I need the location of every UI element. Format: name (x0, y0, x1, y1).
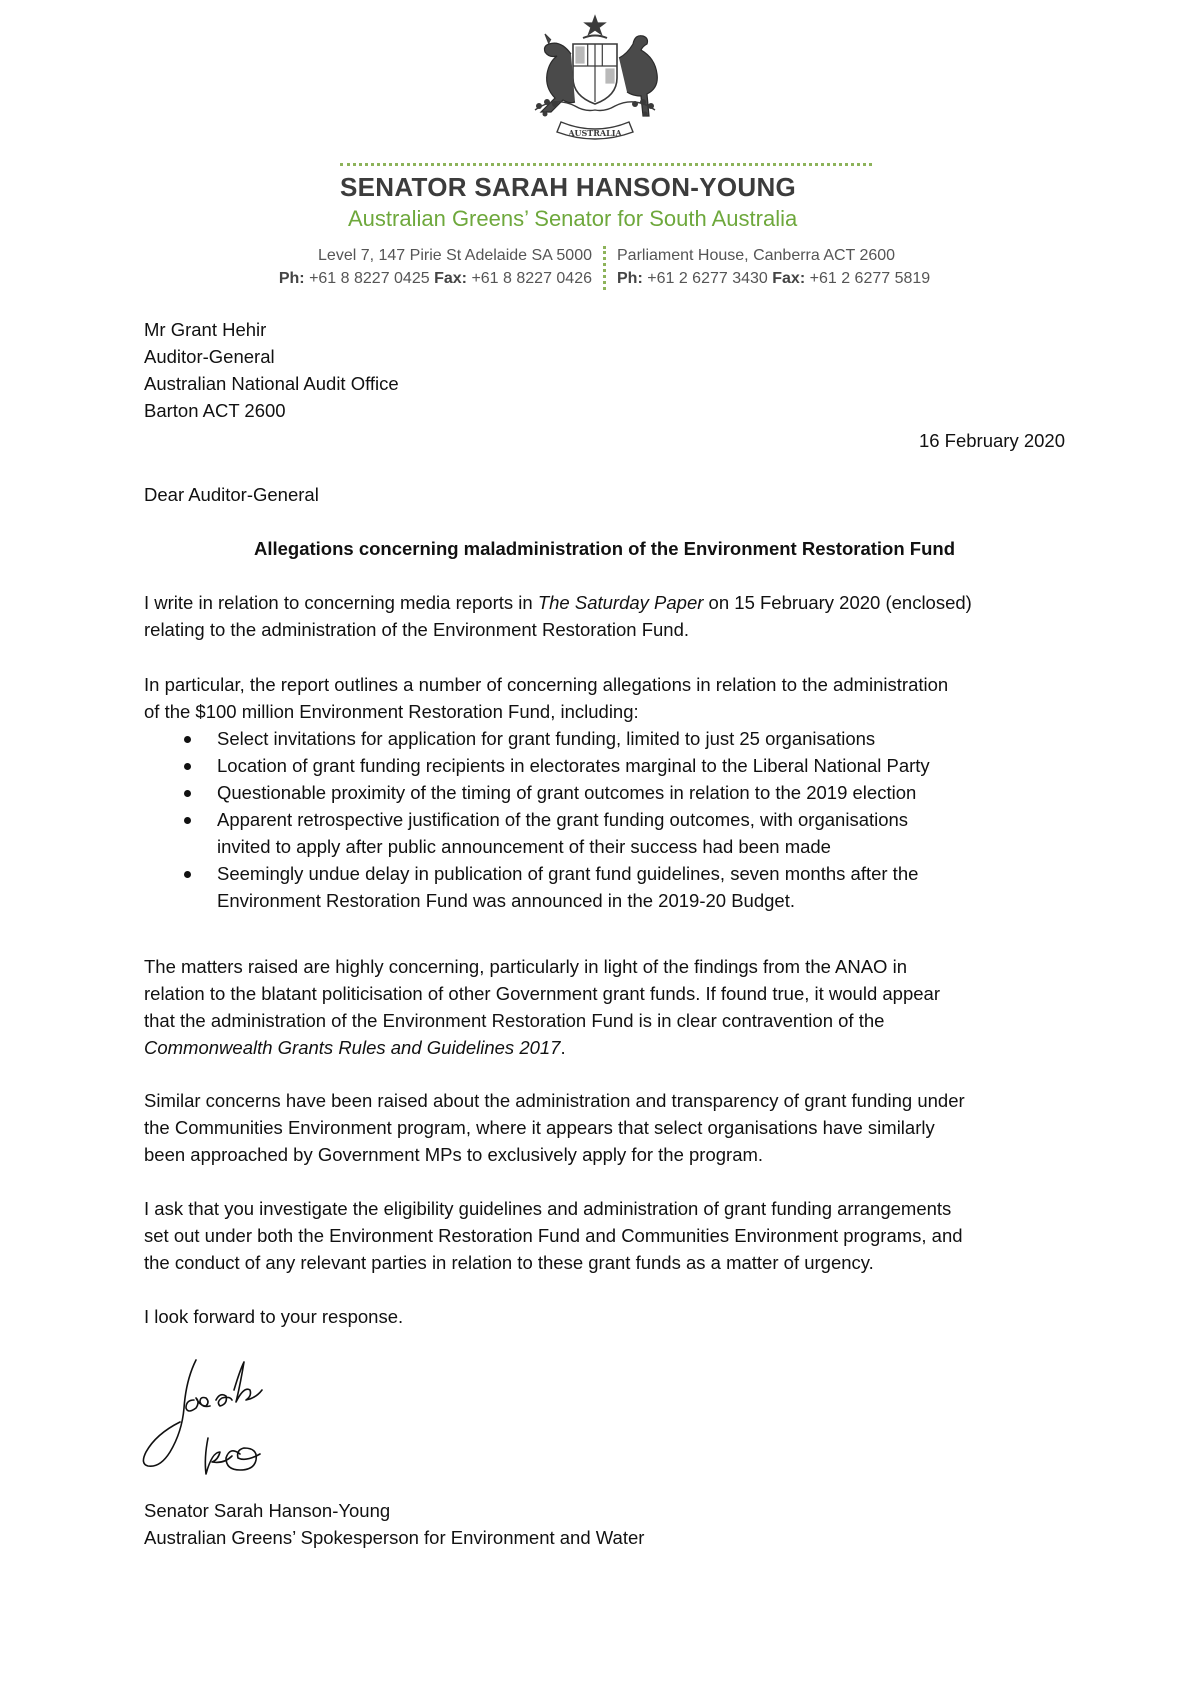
adelaide-phone-fax (222, 267, 592, 290)
adelaide-ph: +61 8 8227 0425 (309, 270, 430, 287)
paragraph-5 (144, 1195, 1065, 1276)
list-item (144, 860, 1065, 914)
letterhead-contact-separator (603, 246, 606, 290)
list-item (144, 725, 1065, 752)
p3-line3: that the administration of the Environment Restoration Fund is in clear contravention of the (144, 1010, 885, 1031)
bullet-line: Select invitations for application for grant funding, limited to just 25 organisations (217, 728, 876, 749)
recipient-address-block (144, 316, 744, 424)
recipient-title: Auditor-General (144, 346, 275, 367)
list-item (144, 806, 1065, 860)
adelaide-fax-label: Fax: (434, 270, 467, 287)
canberra-ph: +61 2 6277 3430 (647, 270, 768, 287)
canberra-ph-label: Ph: (617, 270, 643, 287)
coat-of-arms-crest (505, 14, 685, 150)
signatory-role: Australian Greens’ Spokesperson for Environment and Water (144, 1527, 645, 1548)
letterhead-senator-role: Australian Greens’ Senator for South Australia (348, 206, 798, 231)
recipient-office: Australian National Audit Office (144, 373, 399, 394)
p5-line3: the conduct of any relevant parties in relation to these grant funds as a matter of urgency. (144, 1252, 874, 1273)
letter-date: 16 February 2020 (918, 430, 1065, 451)
recipient-name: Mr Grant Hehir (144, 319, 267, 340)
bullet-icon (184, 763, 191, 770)
p1-line1-post: on 15 February 2020 (enclosed) (703, 592, 972, 613)
p3-line4-post: . (560, 1037, 566, 1058)
bullet-icon (184, 871, 191, 878)
bullet-line-continued: invited to apply after public announcement of their success had been made (217, 836, 831, 857)
closing-text: I look forward to your response. (144, 1306, 404, 1327)
bullet-line: Questionable proximity of the timing of grant outcomes in relation to the 2019 election (217, 782, 917, 803)
adelaide-address: Level 7, 147 Pirie St Adelaide SA 5000 (318, 247, 592, 264)
p4-line1: Similar concerns have been raised about the administration and transparency of grant funding under (144, 1090, 965, 1111)
p5-line2: set out under both the Environment Restoration Fund and Communities Environment programs, and (144, 1225, 963, 1246)
handwritten-signature (136, 1352, 296, 1492)
paragraph-4 (144, 1087, 1065, 1168)
crest-scroll-text: AUSTRALIA (568, 128, 622, 138)
canberra-fax-label: Fax: (772, 270, 806, 287)
canberra-fax: +61 2 6277 5819 (809, 270, 931, 287)
recipient-location: Barton ACT 2600 (144, 400, 286, 421)
paragraph-1 (144, 589, 1065, 643)
signatory-name: Senator Sarah Hanson-Young (144, 1500, 391, 1521)
p4-line2: the Communities Environment program, where it appears that select organisations have similarly (144, 1117, 935, 1138)
allegations-list (144, 725, 1065, 914)
adelaide-fax: +61 8 8227 0426 (471, 270, 592, 287)
canberra-phone-fax (617, 267, 1017, 290)
list-item (144, 752, 1065, 779)
paragraph-3 (144, 953, 1065, 1061)
bullet-icon (184, 790, 191, 797)
p2-line2: of the $100 million Environment Restoration Fund, including: (144, 701, 639, 722)
p3-guidelines-title: Commonwealth Grants Rules and Guidelines 2017 (144, 1037, 561, 1058)
p1-line1-pre: I write in relation to concerning media reports in (144, 592, 538, 613)
p4-line3: been approached by Government MPs to exclusively apply for the program. (144, 1144, 764, 1165)
letterhead-dotted-rule (340, 163, 872, 166)
bullet-line: Seemingly undue delay in publication of grant fund guidelines, seven months after the (217, 863, 919, 884)
p1-line2: relating to the administration of the Environment Restoration Fund. (144, 619, 690, 640)
list-item (144, 779, 1065, 806)
closing-line (144, 1303, 1065, 1330)
bullet-icon (184, 817, 191, 824)
adelaide-ph-label: Ph: (278, 270, 305, 287)
p3-line1: The matters raised are highly concerning, particularly in light of the findings from the ANAO in (144, 956, 907, 977)
p2-line1: In particular, the report outlines a number of concerning allegations in relation to the administration (144, 674, 949, 695)
canberra-address: Parliament House, Canberra ACT 2600 (617, 247, 896, 264)
letter-subject: Allegations concerning maladministration of the Environment Restoration Fund (253, 538, 955, 559)
bullet-icon (184, 736, 191, 743)
letterhead-canberra-contact (617, 244, 1017, 290)
paragraph-2 (144, 671, 1065, 725)
salutation: Dear Auditor-General (144, 484, 319, 505)
p5-line1: I ask that you investigate the eligibility guidelines and administration of grant funding arrangements (144, 1198, 952, 1219)
bullet-line-continued: Environment Restoration Fund was announced in the 2019-20 Budget. (217, 890, 795, 911)
bullet-line: Apparent retrospective justification of the grant funding outcomes, with organisations (217, 809, 909, 830)
letterhead-senator-name: SENATOR SARAH HANSON-YOUNG (340, 172, 797, 202)
p1-publication-title: The Saturday Paper (537, 592, 704, 613)
p3-line2: relation to the blatant politicisation of other Government grant funds. If found true, it would appear (144, 983, 940, 1004)
letterhead-adelaide-contact (222, 244, 592, 290)
bullet-line: Location of grant funding recipients in electorates marginal to the Liberal National Party (217, 755, 930, 776)
